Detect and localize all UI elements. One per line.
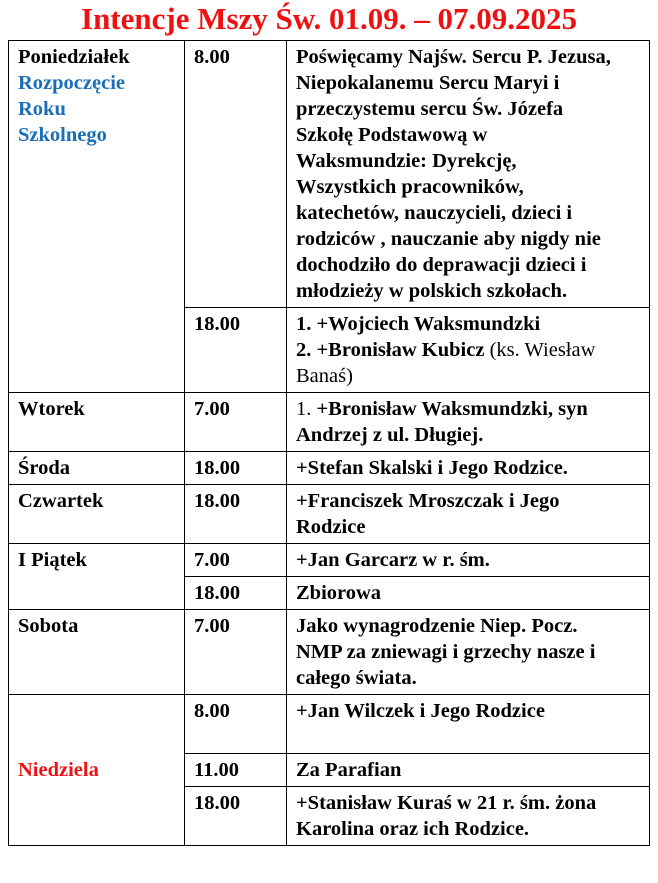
day-cell-thursday: Czwartek [9, 485, 185, 544]
intention-line: Andrzej z ul. Długiej. [296, 424, 484, 446]
intention-line: Jako wynagrodzenie Niep. Pocz. [296, 615, 578, 637]
mass-time: 18.00 [185, 452, 287, 485]
mass-intention [287, 787, 650, 846]
intention-line [296, 396, 643, 422]
mass-intention [287, 452, 650, 485]
mass-time: 18.00 [185, 577, 287, 610]
mass-time: 7.00 [185, 610, 287, 695]
intention-line: Karolina oraz ich Rodzice. [296, 818, 530, 840]
day-cell-tuesday: Wtorek [9, 393, 185, 452]
table-row [9, 544, 650, 577]
table-row [9, 452, 650, 485]
mass-intention [287, 577, 650, 610]
day-cell-wednesday: Środa [9, 452, 185, 485]
day-cell-monday [9, 41, 185, 393]
day-occasion-line: Roku [18, 98, 66, 120]
intention-line: +Franciszek Mroszczak i Jego [296, 490, 560, 512]
mass-time: 11.00 [185, 754, 287, 787]
table-row [9, 695, 650, 754]
day-occasion-line: Szkolnego [18, 124, 107, 146]
day-occasion-line: Rozpoczęcie [18, 72, 125, 94]
intention-line: Wszystkich pracowników, [296, 176, 524, 198]
mass-intention [287, 695, 650, 754]
intention-line: Poświęcamy Najśw. Sercu P. Jezusa, [296, 46, 611, 68]
intention-line: dochodziło do deprawacji dzieci i [296, 254, 587, 276]
blank-line [296, 724, 643, 750]
intention-line: 1. +Wojciech Waksmundzki [296, 313, 541, 335]
intention-number: 1. [296, 398, 317, 420]
intention-line: Szkołę Podstawową w [296, 124, 488, 146]
intention-line: Zbiorowa [296, 582, 382, 604]
intention-line: +Jan Garcarz w r. śm. [296, 549, 490, 571]
mass-time: 7.00 [185, 544, 287, 577]
intention-line: +Stefan Skalski i Jego Rodzice. [296, 457, 568, 479]
mass-intention [287, 754, 650, 787]
mass-time: 18.00 [185, 787, 287, 846]
day-name: Niedziela [18, 759, 99, 781]
mass-time: 8.00 [185, 41, 287, 308]
intention-line: młodzieży w polskich szkołach. [296, 280, 568, 302]
mass-intention [287, 610, 650, 695]
mass-schedule-table [8, 40, 650, 846]
intention-note: (ks. Wiesław [484, 339, 596, 361]
intention-line: +Jan Wilczek i Jego Rodzice [296, 700, 545, 722]
intention-line: Za Parafian [296, 759, 402, 781]
table-row [9, 393, 650, 452]
table-row [9, 610, 650, 695]
intention-line: NMP za zniewagi i grzechy nasze i [296, 641, 596, 663]
mass-time: 8.00 [185, 695, 287, 754]
table-row [9, 41, 650, 308]
day-occasion [18, 70, 178, 148]
mass-intention [287, 393, 650, 452]
intention-line: Niepokalanemu Sercu Maryi i [296, 72, 560, 94]
mass-intention [287, 41, 650, 308]
day-cell-friday: I Piątek [9, 544, 185, 610]
mass-time: 18.00 [185, 485, 287, 544]
intention-line: przeczystemu sercu Św. Józefa [296, 98, 564, 120]
intention-line: całego świata. [296, 667, 417, 689]
mass-intention [287, 544, 650, 577]
day-cell-saturday: Sobota [9, 610, 185, 695]
intention-line: Rodzice [296, 516, 366, 538]
mass-time: 7.00 [185, 393, 287, 452]
mass-intention [287, 485, 650, 544]
day-name: Poniedziałek [18, 46, 130, 68]
mass-time: 18.00 [185, 308, 287, 393]
intention-line: rodziców , nauczanie aby nigdy nie [296, 228, 601, 250]
table-row [9, 485, 650, 544]
intention-line: Banaś) [296, 365, 353, 387]
intention-name: +Bronisław Waksmundzki, syn [316, 398, 588, 420]
intention-line: +Stanisław Kuraś w 21 r. śm. żona [296, 792, 597, 814]
page-title: Intencje Mszy Św. 01.09. – 07.09.2025 [81, 1, 577, 36]
intention-line: Waksmundzie: Dyrekcję, [296, 150, 517, 172]
mass-intention [287, 308, 650, 393]
day-cell-sunday [9, 695, 185, 846]
intention-line [296, 337, 643, 363]
intention-line: katechetów, nauczycieli, dzieci i [296, 202, 573, 224]
intention-name: 2. +Bronisław Kubicz [296, 339, 485, 361]
